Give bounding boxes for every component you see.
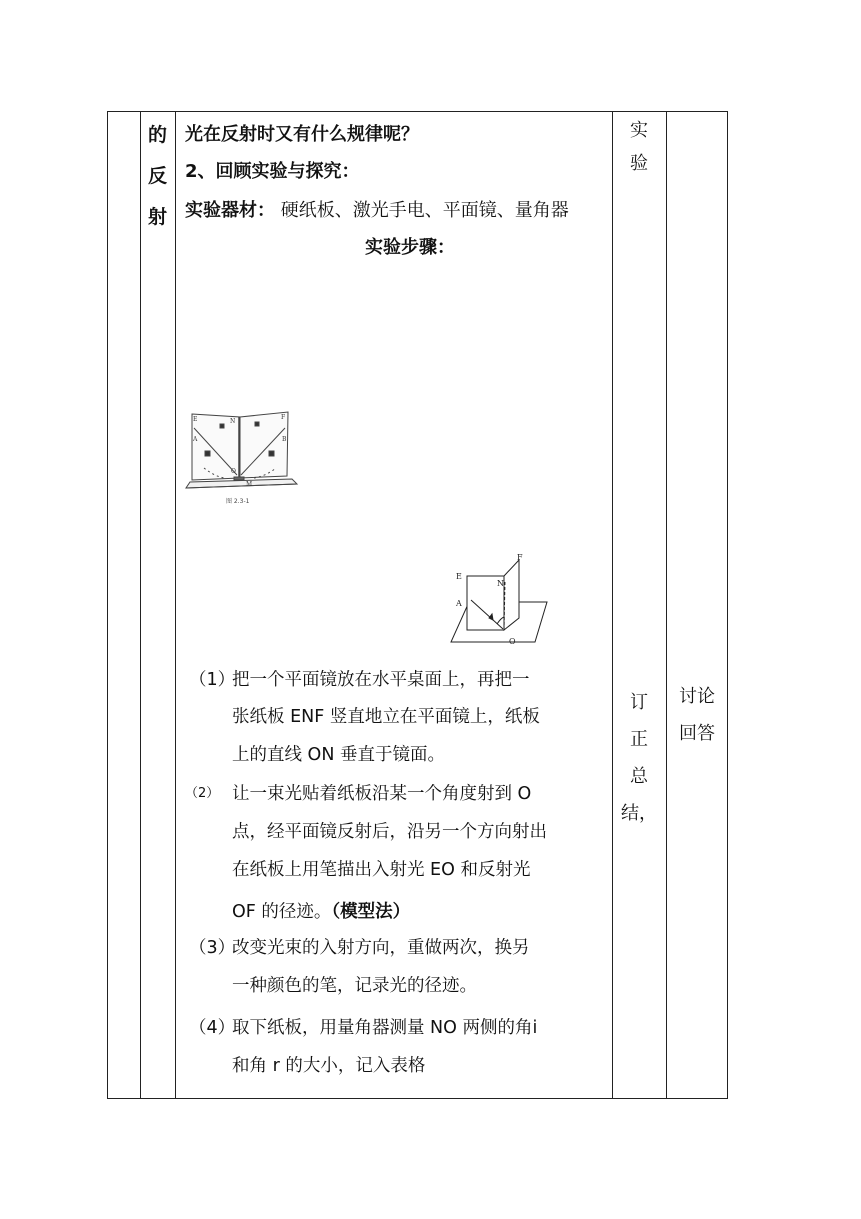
lesson-table [107, 111, 728, 1099]
teacher-text: 订 [630, 692, 648, 713]
fig1-letter: A [193, 436, 198, 443]
step-line: 取下纸板，用量角器测量 NO 两侧的角i [232, 1018, 538, 1038]
teacher-text: 实 [630, 120, 648, 141]
step-line: 改变光束的入射方向，重做两次，换另 [232, 938, 530, 958]
question-text: 光在反射时又有什么规律呢？ [185, 124, 419, 145]
topic-column [140, 115, 175, 1098]
step-number: （4） [189, 1018, 236, 1038]
grid-line [175, 112, 176, 1098]
materials-line [185, 196, 569, 222]
fig1-letter: O [231, 468, 236, 475]
fig1-letter: M [246, 481, 253, 488]
step-number: （2） [185, 786, 220, 801]
topic-char: 反 [147, 165, 167, 187]
step-line [232, 898, 410, 923]
fig1-letter: E [193, 416, 198, 423]
section-heading: 2、回顾实验与探究： [185, 161, 360, 182]
teacher-text: 正 [630, 729, 648, 750]
topic-char: 的 [147, 124, 167, 146]
step-number: （1） [189, 670, 236, 690]
materials-label: 实验器材： [185, 200, 275, 221]
fig2-letter: A [456, 599, 462, 608]
step-line: 一种颜色的笔，记录光的径迹。 [232, 976, 477, 996]
step-line: 张纸板 ENF 竖直地立在平面镜上，纸板 [232, 707, 540, 727]
fig2-letter: O [509, 637, 516, 646]
step-line: 在纸板上用笔描出入射光 EO 和反射光 [232, 860, 531, 880]
step-line: 和角 r 的大小，记入表格 [232, 1056, 426, 1076]
method-emphasis: （模型法） [331, 902, 411, 922]
student-column [666, 678, 728, 1098]
fig1-caption: 图 2.3-1 [226, 498, 250, 505]
fig1-letter: N [230, 418, 236, 425]
materials-value: 硬纸板、激光手电、平面镜、量角器 [280, 200, 569, 221]
teacher-text: 总 [630, 766, 648, 787]
step-line: 点，经平面镜反射后，沿另一个方向射出 [232, 822, 547, 842]
step-line: 上的直线 ON 垂直于镜面。 [232, 745, 445, 765]
fig2-letter: N [497, 579, 504, 588]
fig1-letter: F [281, 414, 286, 421]
steps-label: 实验步骤： [365, 237, 455, 258]
schematic-figure [443, 552, 553, 647]
fig2-letter: E [456, 572, 462, 581]
teacher-summary [612, 684, 666, 1098]
student-text: 回答 [679, 723, 715, 744]
teacher-text: 结， [621, 803, 657, 824]
topic-char: 射 [147, 206, 167, 228]
step-line: 把一个平面镜放在水平桌面上，再把一 [232, 670, 530, 690]
step-number: （3） [189, 938, 236, 958]
teacher-text: 验 [630, 153, 648, 174]
fig1-letter: B [282, 436, 287, 443]
fig2-letter: F [517, 553, 523, 562]
step-line: 让一束光贴着纸板沿某一个角度射到 O [232, 784, 532, 804]
apparatus-figure [184, 406, 299, 506]
student-text: 讨论 [679, 686, 715, 707]
step-text: OF 的径迹。 [232, 902, 332, 922]
